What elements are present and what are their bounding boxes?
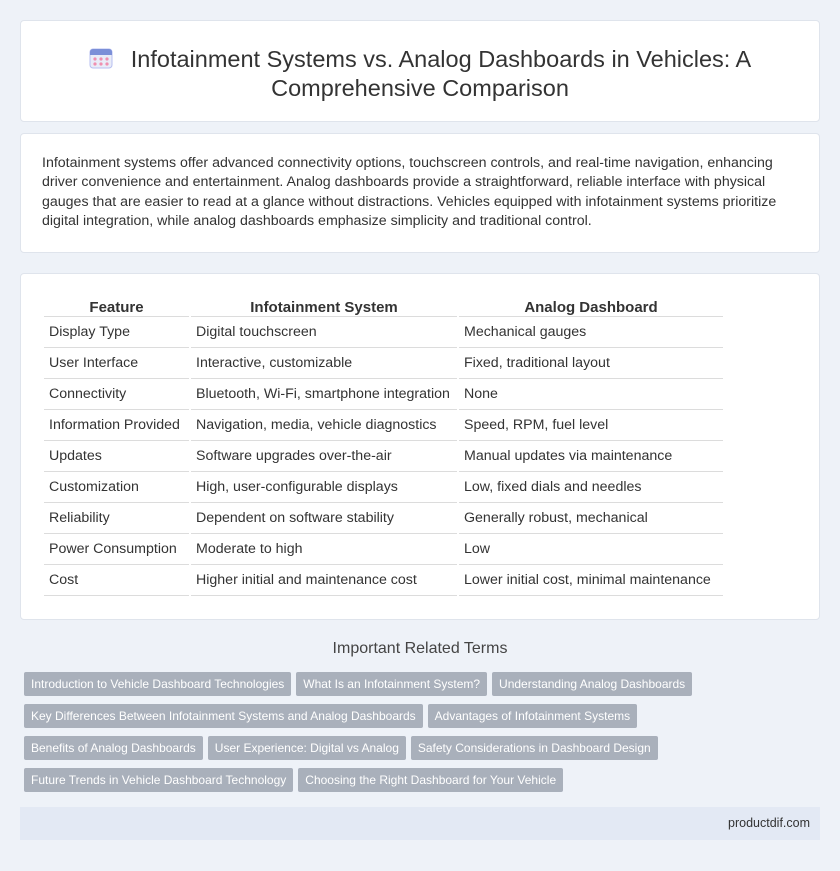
table-row xyxy=(44,441,723,472)
infotainment-cell: Moderate to high xyxy=(191,534,457,565)
table-row xyxy=(44,565,723,596)
feature-cell: Reliability xyxy=(44,503,189,534)
infotainment-cell: Interactive, customizable xyxy=(191,348,457,379)
table-row xyxy=(44,410,723,441)
footer-site-link[interactable]: productdif.com xyxy=(728,816,810,830)
infotainment-cell: Dependent on software stability xyxy=(191,503,457,534)
feature-cell: Information Provided xyxy=(44,410,189,441)
related-terms-list xyxy=(24,672,824,800)
table-row xyxy=(44,348,723,379)
page-title-wrap xyxy=(61,45,779,103)
table-row xyxy=(44,317,723,348)
analog-cell: Low xyxy=(459,534,723,565)
tag-row xyxy=(24,736,824,768)
analog-cell: Speed, RPM, fuel level xyxy=(459,410,723,441)
table-row xyxy=(44,503,723,534)
analog-cell: Fixed, traditional layout xyxy=(459,348,723,379)
related-term-link[interactable]: Choosing the Right Dashboard for Your Vehicle xyxy=(298,768,563,792)
analog-cell: Lower initial cost, minimal maintenance xyxy=(459,565,723,596)
related-term-link[interactable]: Future Trends in Vehicle Dashboard Technology xyxy=(24,768,293,792)
infotainment-cell: Higher initial and maintenance cost xyxy=(191,565,457,596)
comparison-card xyxy=(20,273,820,620)
feature-cell: User Interface xyxy=(44,348,189,379)
header-analog: Analog Dashboard xyxy=(459,296,723,317)
table-header-row xyxy=(44,296,723,317)
related-term-link[interactable]: Safety Considerations in Dashboard Design xyxy=(411,736,658,760)
related-term-link[interactable]: Understanding Analog Dashboards xyxy=(492,672,692,696)
tag-row xyxy=(24,704,824,736)
related-term-link[interactable]: Key Differences Between Infotainment Systems and Analog Dashboards xyxy=(24,704,423,728)
tag-row xyxy=(24,768,824,800)
page-title: Infotainment Systems vs. Analog Dashboards in Vehicles: A Comprehensive Comparison xyxy=(130,46,752,101)
analog-cell: Generally robust, mechanical xyxy=(459,503,723,534)
analog-cell: Manual updates via maintenance xyxy=(459,441,723,472)
footer xyxy=(20,807,820,840)
infotainment-cell: Software upgrades over-the-air xyxy=(191,441,457,472)
related-terms-heading: Important Related Terms xyxy=(332,640,508,657)
infotainment-cell: Bluetooth, Wi-Fi, smartphone integration xyxy=(191,379,457,410)
feature-cell: Updates xyxy=(44,441,189,472)
tag-row xyxy=(24,672,824,704)
intro-card xyxy=(20,133,820,253)
related-term-link[interactable]: User Experience: Digital vs Analog xyxy=(208,736,406,760)
related-term-link[interactable]: What Is an Infotainment System? xyxy=(296,672,487,696)
header-infotainment: Infotainment System xyxy=(191,296,457,317)
analog-cell: Mechanical gauges xyxy=(459,317,723,348)
infotainment-cell: Digital touchscreen xyxy=(191,317,457,348)
related-term-link[interactable]: Introduction to Vehicle Dashboard Technologies xyxy=(24,672,291,696)
feature-cell: Customization xyxy=(44,472,189,503)
feature-cell: Display Type xyxy=(44,317,189,348)
table-row xyxy=(44,379,723,410)
analog-cell: None xyxy=(459,379,723,410)
feature-cell: Power Consumption xyxy=(44,534,189,565)
comparison-table xyxy=(42,296,725,596)
infotainment-cell: Navigation, media, vehicle diagnostics xyxy=(191,410,457,441)
header-feature: Feature xyxy=(44,296,189,317)
related-term-link[interactable]: Benefits of Analog Dashboards xyxy=(24,736,203,760)
table-row xyxy=(44,472,723,503)
related-term-link[interactable]: Advantages of Infotainment Systems xyxy=(428,704,637,728)
analog-cell: Low, fixed dials and needles xyxy=(459,472,723,503)
calendar-icon xyxy=(89,46,113,70)
feature-cell: Connectivity xyxy=(44,379,189,410)
intro-paragraph: Infotainment systems offer advanced connectivity options, touchscreen controls, and real-time navigation, enhancing driver convenience and entertainment. Analog dashboards provide a straightforward, reliable interface with physical gauges that are easier to read at a glance without distractions. Vehicles equipped with infotainment systems prioritize digital integration, while analog dashboards emphasize simplicity and traditional control. xyxy=(42,155,777,230)
title-card xyxy=(20,20,820,122)
infotainment-cell: High, user-configurable displays xyxy=(191,472,457,503)
table-row xyxy=(44,534,723,565)
feature-cell: Cost xyxy=(44,565,189,596)
